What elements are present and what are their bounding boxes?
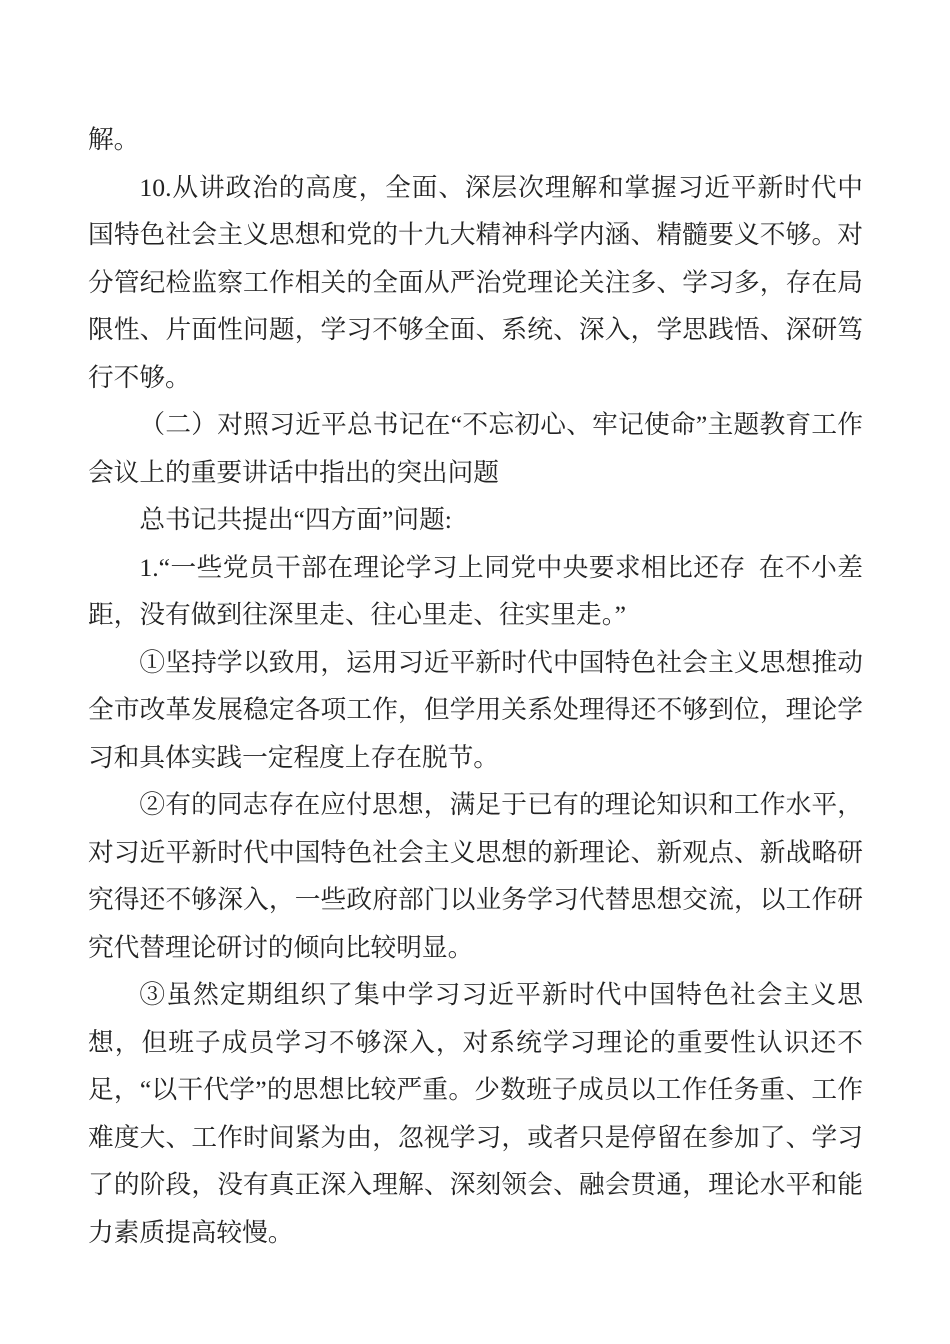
paragraph-continuation: 解。 (88, 125, 140, 154)
paragraph-point-1: ①坚持学以致用，运用习近平新时代中国特色社会主义思想推动全市改革发展稳定各项工作，但学用关系处理得还不够到位，理论学习和具体实践一定程度上存在脱节。 (88, 647, 863, 772)
document-body (88, 116, 863, 1256)
paragraph-point-3: ③虽然定期组织了集中学习习近平新时代中国特色社会主义思想，但班子成员学习不够深入，对系统学习理论的重要性认识还不足，“以干代学”的思想比较严重。少数班子成员以工作任务重、工作难度大、工作时间紧为由，忽视学习，或者只是停留在参加了、学习了的阶段，没有真正深入理解、深刻领会、融会贯通，理论水平和能力素质提高较慢。 (88, 980, 863, 1247)
paragraph-intro: 总书记共提出“四方面”问题: (139, 505, 452, 534)
paragraph-point-2: ②有的同志存在应付思想，满足于已有的理论知识和工作水平，对习近平新时代中国特色社会主义思想的新理论、新观点、新战略研究得还不够深入，一些政府部门以业务学习代替思想交流，以工作研究代替理论研讨的倾向比较明显。 (88, 790, 863, 962)
paragraph-item-10: 10.从讲政治的高度，全面、深层次理解和掌握习近平新时代中国特色社会主义思想和党的十九大精神科学内涵、精髓要义不够。对分管纪检监察工作相关的全面从严治党理论关注多、学习多，存在局限性、片面性问题，学习不够全面、系统、深入，学思践悟、深研笃行不够。 (88, 172, 863, 392)
paragraph-quote-1: 1.“一些党员干部在理论学习上同党中央要求相比还存 在不小差距，没有做到往深里走、往心里走、往实里走。” (88, 552, 863, 629)
paragraph-section-2-heading: （二）对照习近平总书记在“不忘初心、牢记使命”主题教育工作会议上的重要讲话中指出的突出问题 (88, 410, 863, 487)
